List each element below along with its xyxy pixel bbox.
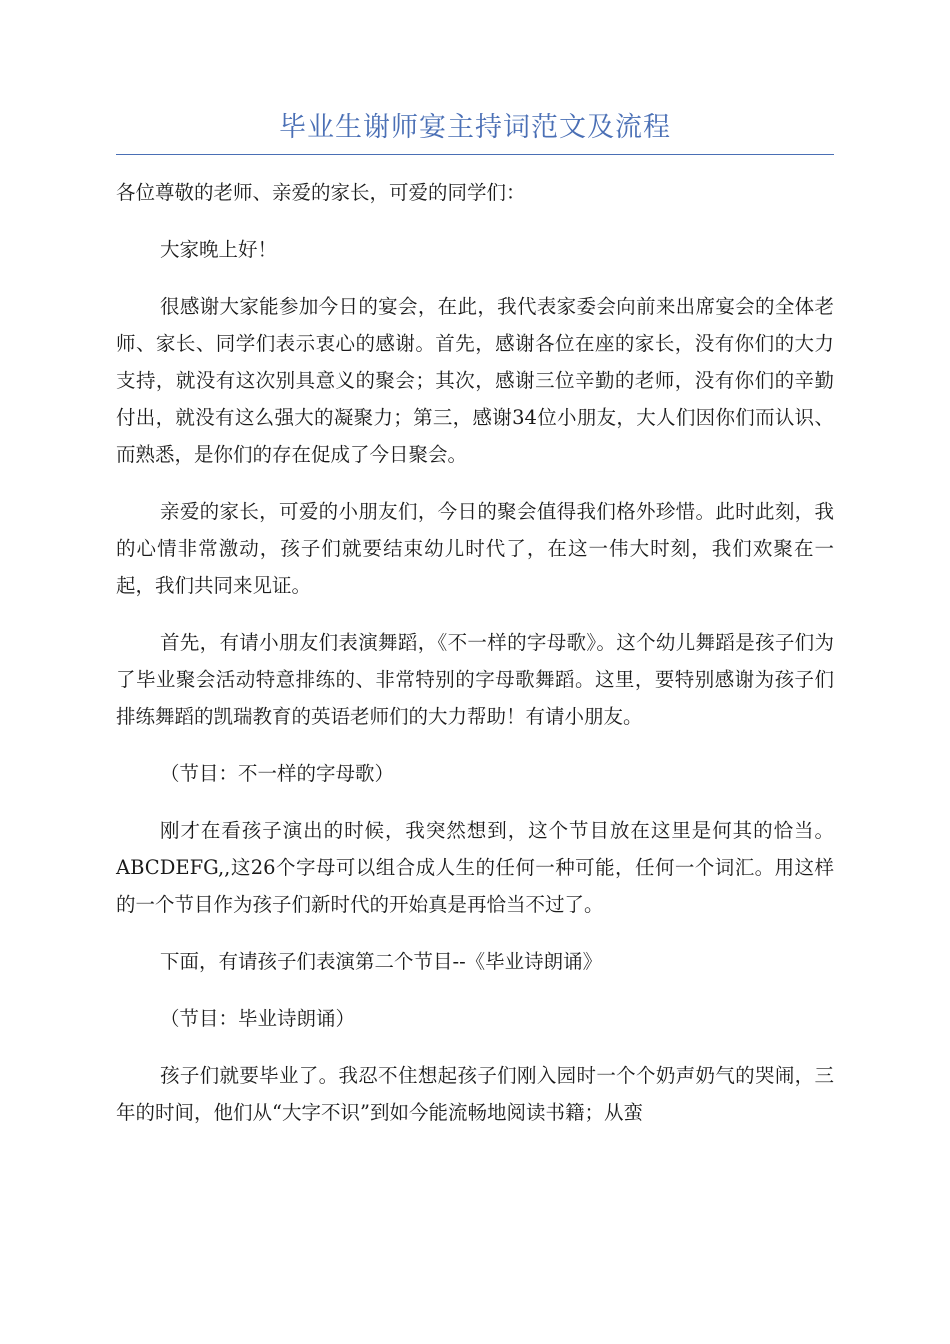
document-title: 毕业生谢师宴主持词范文及流程 — [279, 112, 671, 143]
body-paragraph: 下面，有请孩子们表演第二个节目--《毕业诗朗诵》 — [160, 950, 603, 973]
title-divider — [116, 154, 834, 155]
body-paragraph: 孩子们就要毕业了。我忍不住想起孩子们刚入园时一个个奶声奶气的哭闹，三年的时间，他们从“大字不识”到如今能流畅地阅读书籍；从蛮 — [116, 1064, 834, 1124]
body-paragraph: 首先，有请小朋友们表演舞蹈，《不一样的字母歌》。这个幼儿舞蹈是孩子们为了毕业聚会活动特意排练的、非常特别的字母歌舞蹈。这里，要特别感谢为孩子们排练舞蹈的凯瑞教育的英语老师们的大力帮助！有请小朋友。 — [116, 631, 834, 728]
body-paragraph: 很感谢大家能参加今日的宴会，在此，我代表家委会向前来出席宴会的全体老师、家长、同学们表示衷心的感谢。首先，感谢各位在座的家长，没有你们的大力支持，就没有这次别具意义的聚会；其次，感谢三位辛勤的老师，没有你们的辛勤付出，就没有这么强大的凝聚力；第三，感谢34位小朋友，大人们因你们而认识、而熟悉，是你们的存在促成了今日聚会。 — [116, 295, 834, 466]
salutation-paragraph: 各位尊敬的老师、亲爱的家长，可爱的同学们： — [116, 181, 526, 204]
program-note: （节目：不一样的字母歌） — [160, 762, 395, 785]
body-paragraph: 亲爱的家长，可爱的小朋友们，今日的聚会值得我们格外珍惜。此时此刻，我的心情非常激动，孩子们就要结束幼儿时代了，在这一伟大时刻，我们欢聚在一起，我们共同来见证。 — [116, 500, 834, 597]
greeting-paragraph: 大家晚上好！ — [160, 238, 278, 261]
program-note: （节目：毕业诗朗诵） — [160, 1007, 356, 1030]
document-body — [116, 174, 834, 1151]
body-paragraph: 刚才在看孩子演出的时候，我突然想到，这个节目放在这里是何其的恰当。ABCDEFG,,这26个字母可以组合成人生的任何一种可能，任何一个词汇。用这样的一个节目作为孩子们新时代的开始真是再恰当不过了。 — [116, 819, 834, 916]
